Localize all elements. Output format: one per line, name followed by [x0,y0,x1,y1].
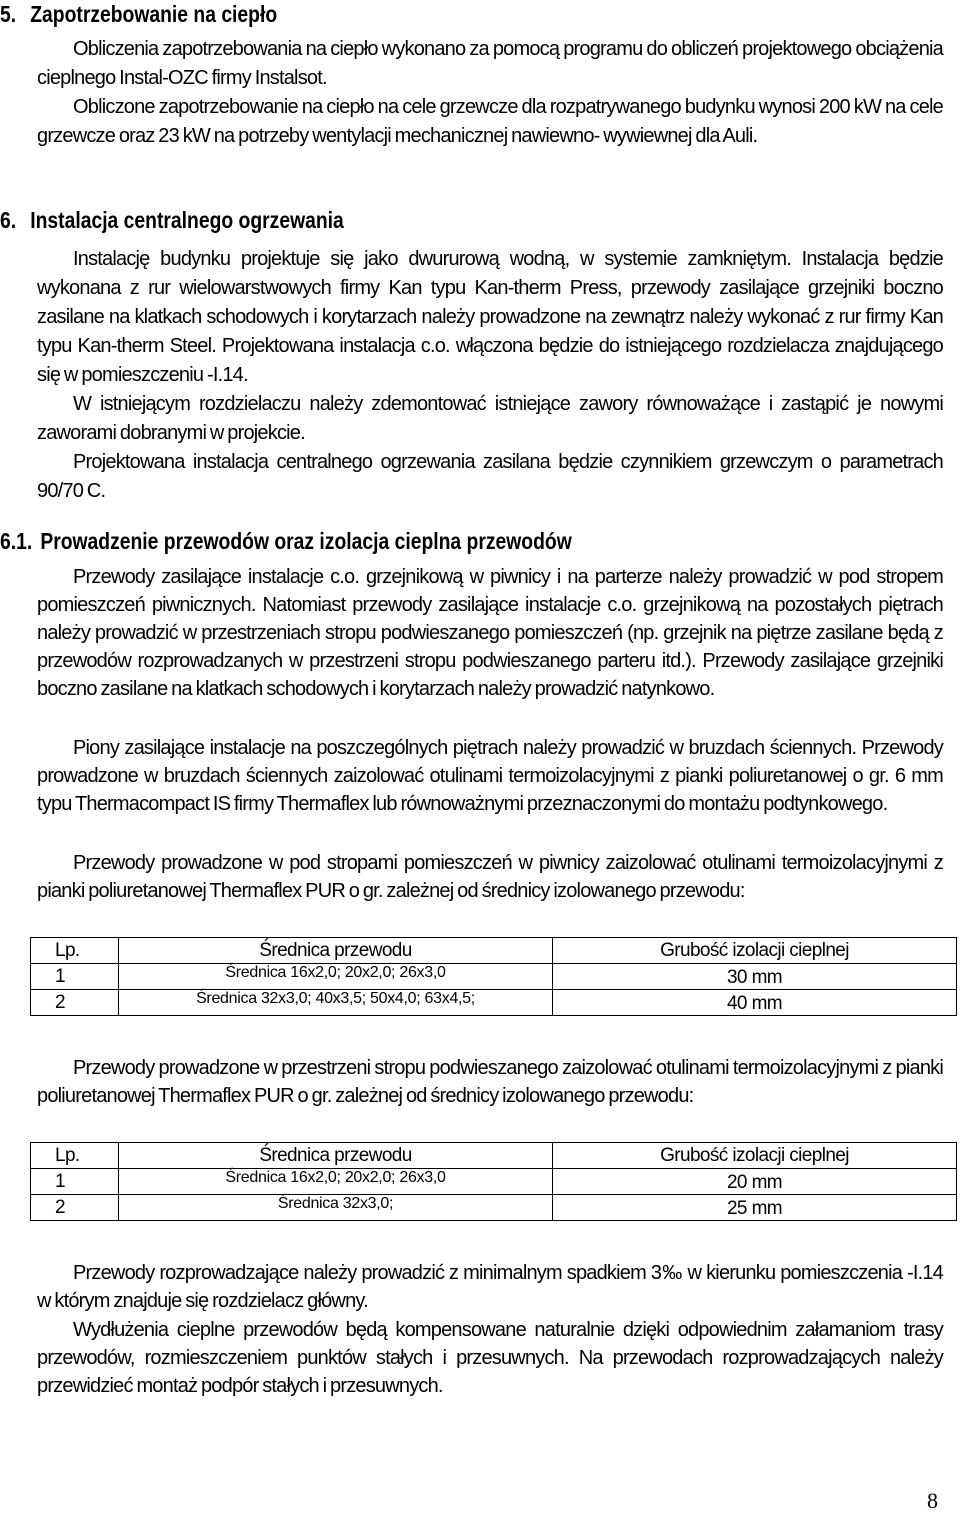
table-header-cell: Średnica przewodu [119,1143,553,1169]
table-cell-lp: 2 [31,990,119,1016]
paragraph-s5-1: Obliczenia zapotrzebowania na ciepło wykonano za pomocą programu do obliczeń projektowego obciążenia cieplnego Instal-OZC firmy Instalsot. [37,38,943,89]
insulation-table-2 [30,1142,957,1221]
heading-number: 6.1. [0,528,33,554]
paragraph-s6-2: W istniejącym rozdzielaczu należy zdemontować istniejące zawory równoważące i zastąpić je nowymi zaworami dobranymi w projekcie. [37,393,943,444]
table-cell-diameter: Średnica 16x2,0; 20x2,0; 26x3,0 [119,964,553,990]
table-cell-diameter: Średnica 16x2,0; 20x2,0; 26x3,0 [119,1169,553,1195]
paragraph-s61-3: Przewody prowadzone w pod stropami pomieszczeń w piwnicy zaizolować otulinami termoizolacyjnymi z pianki poliuretanowej Thermaflex PUR o gr. zależnej od średnicy izolowanego przewodu: [37,852,943,902]
table-row [31,1195,957,1221]
insulation-table-1 [30,937,957,1016]
heading-title: Prowadzenie przewodów oraz izolacja cieplna przewodów [40,528,572,554]
table-header-row [31,938,957,964]
table-header-cell: Lp. [31,938,119,964]
heading-title: Instalacja centralnego ogrzewania [30,207,344,233]
heading-number: 5. [0,1,17,27]
table-cell-lp: 1 [31,964,119,990]
table-cell-thickness: 25 mm [553,1195,957,1221]
paragraph-s6-3: Projektowana instalacja centralnego ogrzewania zasilana będzie czynnikiem grzewczym o parametrach 90/70 C. [37,451,943,502]
paragraph-s61-2: Piony zasilające instalacje na poszczególnych piętrach należy prowadzić w bruzdach ściennych. Przewody prowadzone w bruzdach ściennych zaizolować otulinami termoizolacyjnymi z pianki poliuretanowej o gr. 6 mm typu Thermacompact IS firmy Thermaflex lub równoważnymi przeznaczonymi do montażu podtynkowego. [37,737,943,815]
heading-title: Zapotrzebowanie na ciepło [30,1,278,27]
heading-number: 6. [0,207,17,233]
table-cell-diameter: Średnica 32x3,0; 40x3,5; 50x4,0; 63x4,5; [119,990,553,1016]
table-cell-thickness: 30 mm [553,964,957,990]
table-cell-thickness: 40 mm [553,990,957,1016]
table-row [31,964,957,990]
heading-section-5 [0,0,277,28]
table-header-row [31,1143,957,1169]
paragraph-s6-1: Instalację budynku projektuje się jako dwururową wodną, w systemie zamkniętym. Instalacja będzie wykonana z rur wielowarstwowych firmy Kan typu Kan-therm Press, przewody zasilające grzejniki boczno zasilane na klatkach schodowych i korytarzach należy prowadzone na zewnątrz należy wykonać z rur firmy Kan typu Kan-therm Steel. Projektowana instalacja c.o. włączona będzie do istniejącego rozdzielacza znajdującego się w pomieszczeniu -I.14. [37,248,943,386]
table-cell-lp: 2 [31,1195,119,1221]
paragraph-s61-5: Przewody rozprowadzające należy prowadzić z minimalnym spadkiem 3‰ w kierunku pomieszczenia -I.14 w którym znajduje się rozdzielacz główny. [37,1262,943,1312]
page-number: 8 [927,1488,938,1513]
table-header-cell: Średnica przewodu [119,938,553,964]
paragraph-s61-4: Przewody prowadzone w przestrzeni stropu podwieszanego zaizolować otulinami termoizolacyjnymi z pianki poliuretanowej Thermaflex PUR o gr. zależnej od średnicy izolowanego przewodu: [37,1057,943,1107]
table-header-cell: Lp. [31,1143,119,1169]
table-cell-lp: 1 [31,1169,119,1195]
heading-section-6-1 [0,527,572,555]
paragraph-s61-6: Wydłużenia cieplne przewodów będą kompensowane naturalnie dzięki odpowiednim załamaniom trasy przewodów, rozmieszczeniem punktów stałych i przesuwnych. Na przewodach rozprowadzających należy przewidzieć montaż podpór stałych i przesuwnych. [37,1319,943,1397]
paragraph-s61-1: Przewody zasilające instalacje c.o. grzejnikową w piwnicy i na parterze należy prowadzić w pod stropem pomieszczeń piwnicznych. Natomiast przewody zasilające instalacje c.o. grzejnikową na pozostałych piętrach należy prowadzić w przestrzeniach stropu podwieszanego pomieszczeń (np. grzejnik na piętrze zasilane będą z przewodów rozprowadzanych w przestrzeni stropu podwieszanego parteru itd.). Przewody zasilające grzejniki boczno zasilane na klatkach schodowych i korytarzach należy prowadzić natynkowo. [37,566,943,700]
paragraph-s5-2: Obliczone zapotrzebowanie na ciepło na cele grzewcze dla rozpatrywanego budynku wynosi 200 kW na cele grzewcze oraz 23 kW na potrzeby wentylacji mechanicznej nawiewno- wywiewnej dla Auli. [37,96,943,147]
heading-section-6 [0,206,344,234]
table-cell-thickness: 20 mm [553,1169,957,1195]
table-header-cell: Grubość izolacji cieplnej [553,1143,957,1169]
table-row [31,990,957,1016]
table-header-cell: Grubość izolacji cieplnej [553,938,957,964]
table-row [31,1169,957,1195]
table-cell-diameter: Średnica 32x3,0; [119,1195,553,1221]
